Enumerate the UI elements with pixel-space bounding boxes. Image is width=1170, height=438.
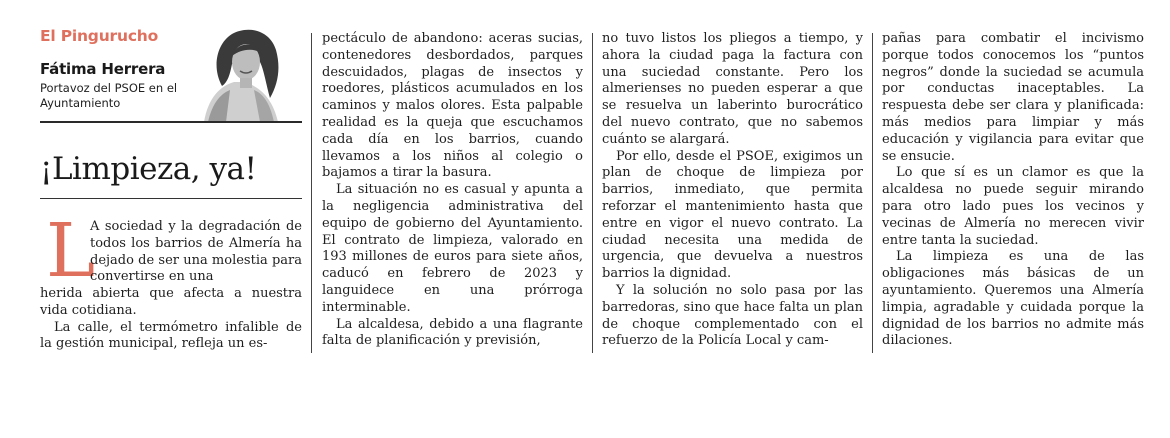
column-divider [872,33,873,353]
lead-paragraph-rest: herida abierta que afecta a nuestra vida cotidiana. [40,286,302,318]
article-column-4 [882,31,1144,350]
paragraph: Y la solución no solo pasa por las barredoras, sino que hace falta un plan de choque complementado con el refuerzo de la Policía Local y cam- [602,282,863,349]
paragraph: La calle, el termómetro infalible de la gestión municipal, refleja un es- [40,319,302,352]
article-column-2 [322,31,583,350]
paragraph: Por ello, desde el PSOE, exigimos un plan de choque de limpieza por barrios, inmediato, que permita reforzar el mantenimiento hasta que entre en vigor el nuevo contrato. La ciudad necesita una medida de urgencia, que devuelva a nuestros barrios la dignidad. [602,148,863,282]
header-rule [40,121,302,123]
author-role: Portavoz del PSOE en el Ayuntamiento [40,81,178,110]
headline-rule [40,198,302,199]
column-divider [311,33,312,353]
paragraph: La alcaldesa, debido a una flagrante falta de planificación y previsión, [322,316,583,349]
author-name: Fátima Herrera [40,60,166,78]
paragraph: La limpieza es una de las obligaciones más básicas de un ayuntamiento. Queremos una Almería limpia, agradable y cuidada porque la dignidad de los barrios no admite más dilaciones. [882,249,1144,349]
author-photo [186,24,302,122]
article-lead [90,219,302,286]
paragraph: La situación no es casual y apunta a la negligencia administrativa del equipo de gobierno del Ayuntamiento. El contrato de limpieza, valorado en 193 millones de euros para siete años, caducó en febrero de 2023 y languidece en una prórroga interminable. [322,182,583,315]
paragraph: pectáculo de abandono: aceras sucias, contenedores desbordados, parques descuidados, plagas de insectos y roedores, plásticos acumulados en los caminos y malos olores. Esta palpable realidad es la queja que escuchamos cada día en los barrios, cuando llevamos a los niños al colegio o bajamos a tirar la basura. [322,31,583,181]
paragraph: pañas para combatir el incivismo porque todos conocemos los “puntos negros” donde la suciedad se acumula por conductas inaceptables. La respuesta debe ser clara y planificada: más medios para limpiar y más educación y vigilancia para evitar que se ensucie. [882,31,1144,164]
headline: ¡Limpieza, ya! [40,151,257,187]
drop-cap: L [46,208,96,294]
lead-paragraph-start: A sociedad y la degradación de todos los barrios de Almería ha dejado de ser una molestia para convertirse en una [90,219,302,285]
section-label: El Pingurucho [40,27,159,45]
paragraph: no tuvo listos los pliegos a tiempo, y ahora la ciudad paga la factura con una suciedad constante. Pero los almerienses no pueden esperar a que se resuelva un laberinto burocrático del nuevo contrato, que no sabemos cuánto se alargará. [602,31,863,147]
article-column-3 [602,31,863,350]
column-divider [592,33,593,353]
article-column-1 [40,286,302,353]
paragraph: Lo que sí es un clamor es que la alcaldesa no puede seguir mirando para otro lado pues los vecinos y vecinas de Almería no merecen vivir entre tanta la suciedad. [882,165,1144,248]
